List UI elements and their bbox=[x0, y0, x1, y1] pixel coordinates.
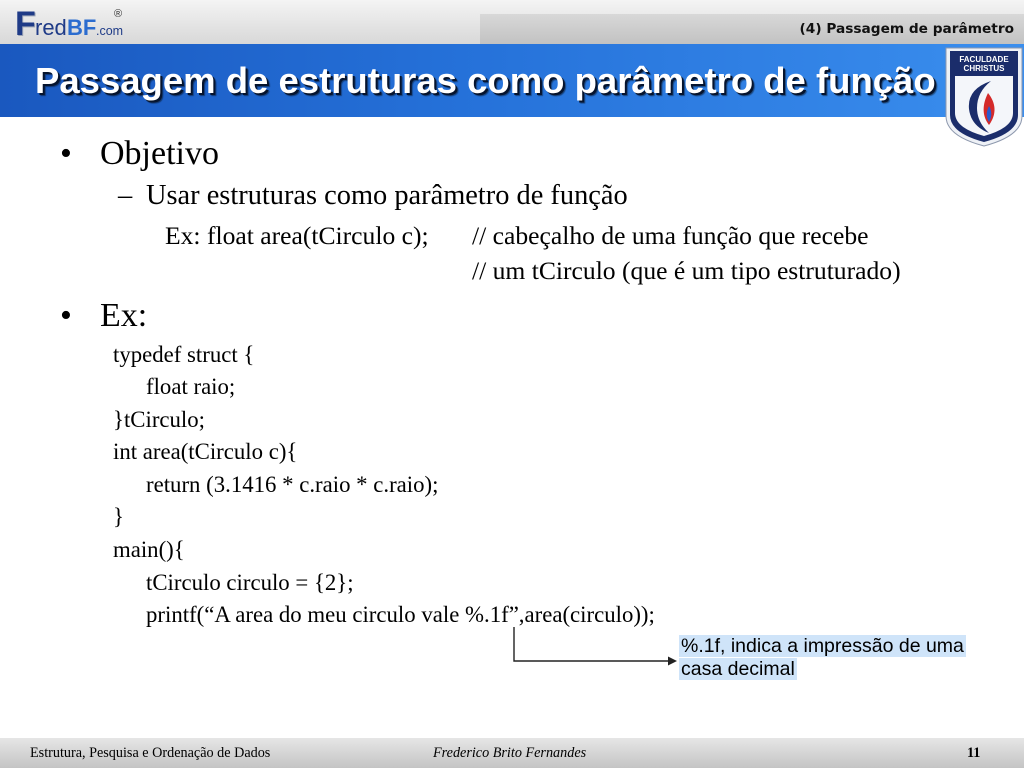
example-comment-2: // um tCirculo (que é um tipo estruturado) bbox=[472, 256, 901, 285]
logo-suffix: .com bbox=[96, 24, 124, 38]
logo-brand: BF bbox=[67, 15, 97, 40]
bullet-example: Ex: bbox=[100, 297, 148, 334]
code-line: return (3.1416 * c.raio * c.raio); bbox=[146, 471, 439, 497]
code-line: tCirculo circulo = {2}; bbox=[146, 569, 354, 595]
bullet-marker: • bbox=[60, 135, 72, 172]
bullet-marker: • bbox=[60, 297, 72, 334]
fredbf-logo bbox=[0, 0, 140, 44]
logo-initial: F bbox=[15, 5, 36, 43]
footer-author: Frederico Brito Fernandes bbox=[433, 745, 587, 761]
footer-course: Estrutura, Pesquisa e Ordenação de Dados bbox=[30, 745, 271, 761]
page-number: 11 bbox=[967, 745, 981, 761]
header-bar bbox=[0, 0, 1024, 44]
shield-text-line1: FACULDADE bbox=[959, 55, 1009, 64]
sub-bullet-text: Usar estruturas como parâmetro de função bbox=[146, 179, 628, 211]
code-line: }tCirculo; bbox=[113, 406, 205, 432]
callout-text: %.1f, indica a impressão de uma casa decimal bbox=[681, 635, 964, 680]
footer-bar bbox=[0, 738, 1024, 768]
code-line: typedef struct { bbox=[113, 341, 255, 367]
code-line: main(){ bbox=[113, 537, 185, 563]
slide-title: Passagem de estruturas como parâmetro de função bbox=[35, 60, 936, 101]
example-comment-1: // cabeçalho de uma função que recebe bbox=[472, 221, 869, 250]
logo-registered-mark: ® bbox=[114, 8, 123, 20]
callout-arrow bbox=[508, 622, 684, 670]
logo-rest: red bbox=[35, 15, 67, 40]
code-line: } bbox=[113, 504, 124, 530]
callout-note bbox=[679, 635, 975, 680]
sub-bullet-dash: – bbox=[118, 179, 133, 211]
arrowhead-icon bbox=[668, 657, 677, 666]
code-line: int area(tCirculo c){ bbox=[113, 439, 298, 465]
example-signature: Ex: float area(tCirculo c); bbox=[165, 221, 429, 250]
shield-text-line2: CHRISTUS bbox=[963, 64, 1005, 73]
code-block bbox=[113, 339, 655, 632]
callout-arrow-line bbox=[514, 627, 669, 661]
faculdade-christus-logo bbox=[944, 46, 1024, 148]
code-line: float raio; bbox=[146, 374, 236, 400]
section-label-box bbox=[480, 14, 1024, 44]
code-line: printf(“A area do meu circulo vale %.1f”,area(circulo)); bbox=[146, 602, 655, 628]
section-label: (4) Passagem de parâmetro bbox=[799, 21, 1014, 37]
bullet-objective: Objetivo bbox=[100, 135, 219, 172]
